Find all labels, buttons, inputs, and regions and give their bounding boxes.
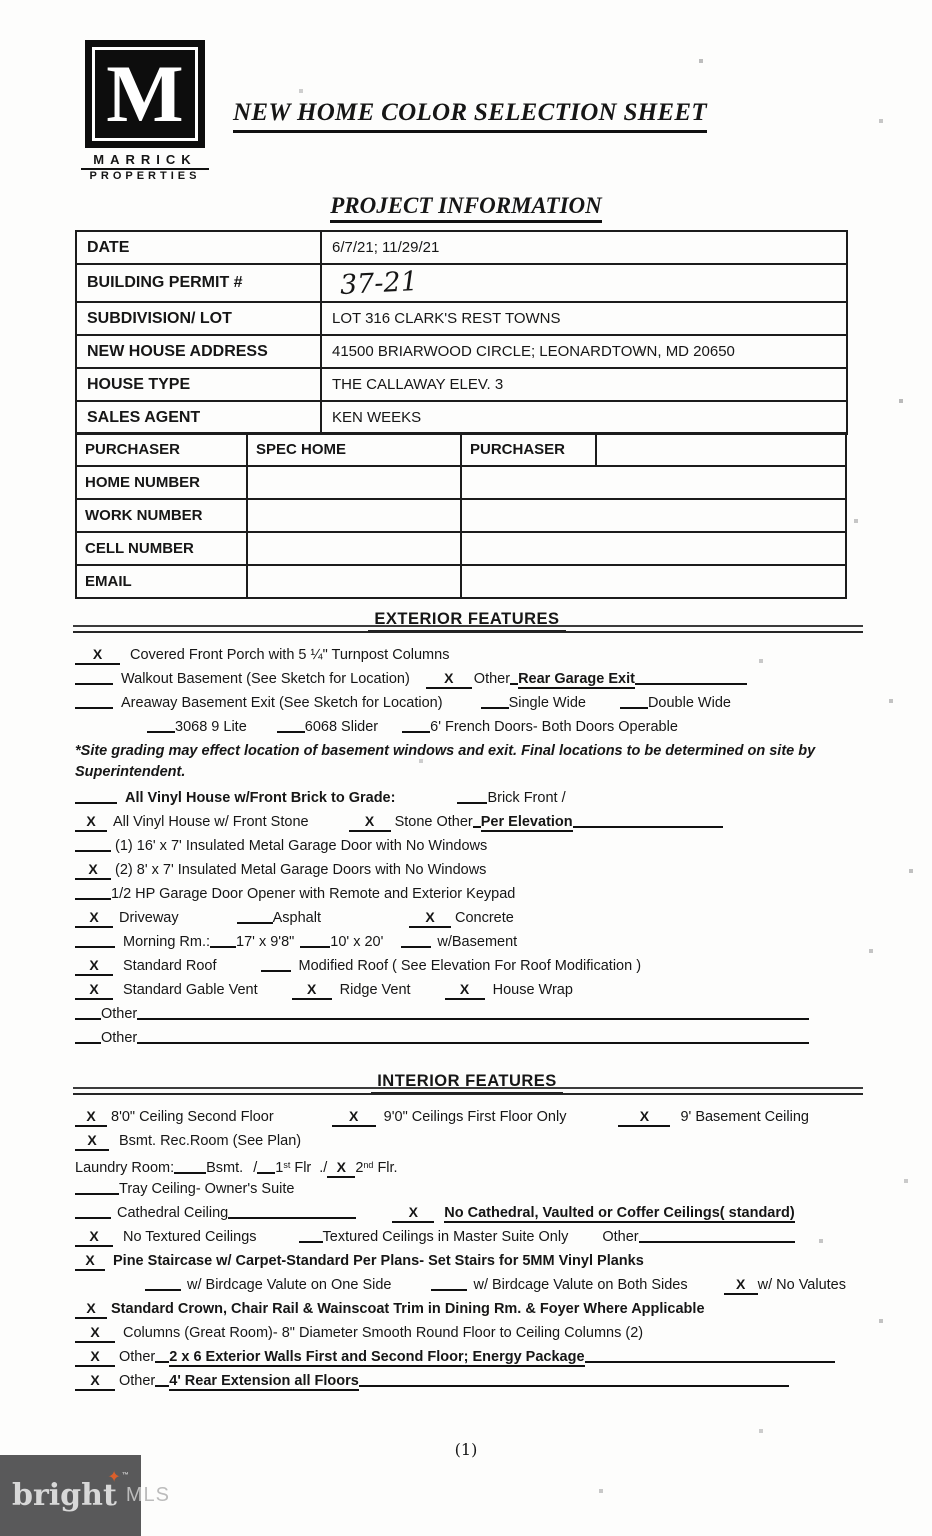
empty-cell [461, 466, 846, 499]
feature-line [75, 741, 853, 783]
field-value-building-permit [321, 264, 847, 302]
feature-text: 4' Rear Extension all Floors [169, 1373, 359, 1389]
feature-text: All Vinyl House w/ Front Stone [113, 814, 309, 830]
exterior-features-heading: EXTERIOR FEATURES [368, 610, 565, 632]
feature-text: Flr [290, 1160, 312, 1176]
feature-line [75, 1201, 859, 1225]
feature-text: Rear Garage Exit [518, 671, 635, 687]
page-number: (1) [454, 1440, 478, 1459]
feature-text: w/ No Valutes [757, 1277, 846, 1293]
feature-line [75, 667, 859, 691]
checkbox-marked: X [75, 1324, 115, 1343]
field-label-date: DATE [76, 231, 321, 264]
blank-underline [639, 1228, 795, 1243]
blank-underline [155, 1348, 169, 1363]
feature-line [75, 858, 859, 882]
field-label-house-type: HOUSE TYPE [76, 368, 321, 401]
checkbox-marked: X [349, 813, 391, 832]
field-value-subdivision-lot: LOT 316 CLARK'S REST TOWNS [321, 302, 847, 335]
mls-label: MLS [125, 1484, 170, 1506]
field-value-date: 6/7/21; 11/29/21 [321, 231, 847, 264]
blank-underline [75, 933, 115, 948]
feature-text: Columns (Great Room)- 8" Diameter Smooth Round Floor to Ceiling Columns (2) [123, 1325, 644, 1341]
table-row [76, 264, 847, 302]
blank-underline [481, 694, 509, 709]
checkbox-marked: X [75, 1252, 105, 1271]
empty-cell [596, 433, 846, 466]
checkbox-marked: X [618, 1108, 670, 1127]
feature-text: Textured Ceilings in Master Suite Only [322, 1229, 569, 1245]
feature-line [75, 906, 859, 930]
feature-text: 6068 Slider [304, 719, 379, 735]
checkbox-marked: X [75, 1300, 107, 1319]
blank-underline [402, 718, 430, 733]
empty-cell [247, 466, 461, 499]
feature-line [75, 1225, 859, 1249]
empty-cell [247, 565, 461, 598]
purchaser-table [75, 432, 847, 599]
blank-underline [155, 1372, 169, 1387]
table-row [76, 368, 847, 401]
feature-text: Concrete [455, 910, 514, 926]
blank-underline [300, 933, 330, 948]
blank-underline [573, 813, 723, 828]
feature-line [75, 978, 859, 1002]
table-row [76, 231, 847, 264]
empty-cell [461, 532, 846, 565]
field-label-sales-agent: SALES AGENT [76, 401, 321, 434]
field-value-sales-agent: KEN WEEKS [321, 401, 847, 434]
blank-underline [75, 1180, 119, 1195]
feature-text: Bsmt. Rec.Room (See Plan) [119, 1133, 302, 1149]
feature-text: No Cathedral, Vaulted or Coffer Ceilings( standard) [444, 1205, 795, 1221]
blank-underline [75, 670, 113, 685]
blank-underline [620, 694, 648, 709]
empty-cell [461, 499, 846, 532]
feature-text: Ridge Vent [339, 982, 411, 998]
feature-text: Bsmt. [206, 1160, 244, 1176]
email-label: EMAIL [76, 565, 247, 598]
table-row [76, 401, 847, 434]
checkbox-marked: X [75, 646, 120, 665]
field-value-new-house-address: 41500 BRIARWOOD CIRCLE; LEONARDTOWN, MD 20650 [321, 335, 847, 368]
project-information-heading-row [0, 193, 932, 219]
feature-text: Standard Gable Vent [123, 982, 258, 998]
feature-line [75, 1369, 859, 1393]
checkbox-marked: X [409, 909, 451, 928]
feature-text: Pine Staircase w/ Carpet-Standard Per Plans- Set Stairs for 5MM Vinyl Planks [113, 1253, 644, 1269]
marrick-logo-mark [85, 40, 205, 148]
feature-line [75, 882, 859, 906]
feature-text: 9' Basement Ceiling [680, 1109, 809, 1125]
checkbox-marked: X [75, 1348, 115, 1367]
blank-underline [137, 1005, 809, 1020]
feature-text: Laundry Room: [75, 1160, 175, 1176]
feature-line [75, 834, 859, 858]
blank-underline [75, 837, 111, 852]
checkbox-marked: X [327, 1159, 355, 1178]
blank-underline [228, 1204, 356, 1219]
feature-text: Tray Ceiling- Owner's Suite [119, 1181, 295, 1197]
feature-text: Other [119, 1349, 156, 1365]
feature-text: Cathedral Ceiling [117, 1205, 229, 1221]
feature-text: Morning Rm.: [123, 934, 211, 950]
feature-text: w/ Birdcage Valute on Both Sides [473, 1277, 688, 1293]
feature-text: (1) 16' x 7' Insulated Metal Garage Door with No Windows [115, 838, 488, 854]
feature-text: 10' x 20' [330, 934, 384, 950]
feature-text: Brick Front / [487, 790, 566, 806]
blank-underline [210, 933, 236, 948]
feature-text: Other [101, 1030, 138, 1046]
feature-text: 3068 9 Lite [175, 719, 247, 735]
interior-features-heading-row [75, 1072, 859, 1096]
feature-text: Single Wide [508, 695, 586, 711]
feature-text: Other [473, 671, 511, 687]
handwritten-permit-number: 37-21 [339, 265, 419, 301]
blank-underline [75, 1204, 111, 1219]
feature-line [75, 1129, 859, 1153]
feature-text: Double Wide [647, 695, 731, 711]
field-label-building-permit: BUILDING PERMIT # [76, 264, 321, 302]
feature-text: (2) 8' x 7' Insulated Metal Garage Doors with No Windows [115, 862, 487, 878]
purchaser-label: PURCHASER [76, 433, 247, 466]
logo-inner-frame [92, 47, 198, 141]
purchaser2-label: PURCHASER [461, 433, 596, 466]
project-information-table [75, 230, 848, 435]
feature-text: 9'0" Ceilings First Floor Only [383, 1109, 567, 1125]
feature-text: Covered Front Porch with 5 ¼" Turnpost Columns [130, 647, 450, 663]
feature-text: 2 x 6 Exterior Walls First and Second Floor; Energy Package [169, 1349, 585, 1365]
field-value-house-type: THE CALLAWAY ELEV. 3 [321, 368, 847, 401]
feature-line [75, 1153, 859, 1177]
feature-text: w/ Birdcage Valute on One Side [187, 1277, 392, 1293]
checkbox-marked: X [332, 1108, 376, 1127]
checkbox-marked: X [445, 981, 485, 1000]
feature-text: Per Elevation [480, 814, 573, 830]
feature-line [75, 1273, 859, 1297]
table-row [76, 466, 846, 499]
checkbox-marked: X [292, 981, 332, 1000]
blank-underline [401, 933, 431, 948]
feature-line [75, 1002, 859, 1026]
star-icon: ✦ [107, 1466, 121, 1486]
blank-underline [299, 1228, 323, 1243]
checkbox-marked: X [75, 1132, 109, 1151]
feature-text: Driveway [119, 910, 179, 926]
interior-features-section [75, 1072, 859, 1393]
table-row [76, 499, 846, 532]
blank-underline [457, 789, 487, 804]
feature-line [75, 1345, 859, 1369]
feature-text: *Site grading may effect location of basement windows and exit. Final locations to be determined on site by Superintendent. [75, 743, 816, 780]
feature-line [75, 954, 859, 978]
checkbox-marked: X [75, 1108, 107, 1127]
field-label-subdivision-lot: SUBDIVISION/ LOT [76, 302, 321, 335]
checkbox-marked: X [75, 909, 113, 928]
blank-underline [257, 1159, 275, 1174]
blank-underline [510, 670, 518, 685]
feature-text: ./ [319, 1160, 328, 1176]
feature-text: Modified Roof ( See Elevation For Roof Modification ) [298, 958, 642, 974]
logo-letter-m: M [106, 48, 184, 140]
feature-text: Areaway Basement Exit (See Sketch for Location) [121, 695, 443, 711]
blank-underline [137, 1029, 809, 1044]
feature-text: w/Basement [437, 934, 518, 950]
blank-underline [237, 909, 273, 924]
blank-underline [585, 1348, 835, 1363]
feature-line [75, 715, 859, 739]
empty-cell [461, 565, 846, 598]
checkbox-marked: X [75, 1372, 115, 1391]
bright-wordmark [12, 1466, 129, 1513]
feature-text: House Wrap [492, 982, 573, 998]
superscript-text: nd [363, 1160, 374, 1170]
table-row [76, 302, 847, 335]
feature-text: Asphalt [272, 910, 321, 926]
feature-text: 17' x 9'8" [236, 934, 295, 950]
feature-text: Standard Crown, Chair Rail & Wainscoat Trim in Dining Rm. & Foyer Where Applicable [111, 1301, 705, 1317]
feature-text: Standard Roof [123, 958, 217, 974]
spec-home-value: SPEC HOME [247, 433, 461, 466]
blank-underline [145, 1276, 181, 1291]
feature-text: 6' French Doors- Both Doors Operable [430, 719, 678, 735]
empty-cell [247, 532, 461, 565]
feature-line [75, 1105, 859, 1129]
blank-underline [75, 694, 113, 709]
table-row [76, 532, 846, 565]
project-information-heading: PROJECT INFORMATION [330, 193, 602, 223]
trademark-symbol: ™ [121, 1471, 129, 1479]
work-number-label: WORK NUMBER [76, 499, 247, 532]
blank-underline [174, 1159, 206, 1174]
blank-underline [75, 1005, 101, 1020]
logo-company-sub: PROPERTIES [89, 170, 201, 182]
blank-underline [473, 813, 481, 828]
feature-text: Walkout Basement (See Sketch for Location) [121, 671, 410, 687]
feature-text: All Vinyl House w/Front Brick to Grade: [125, 790, 396, 806]
checkbox-marked: X [392, 1204, 434, 1223]
feature-line [75, 1249, 859, 1273]
feature-text: No Textured Ceilings [123, 1229, 257, 1245]
feature-text: Stone Other [394, 814, 473, 830]
table-row [76, 335, 847, 368]
exterior-features-heading-row [75, 610, 859, 634]
feature-line [75, 691, 859, 715]
feature-line [75, 810, 859, 834]
blank-underline [261, 957, 291, 972]
feature-text: / [253, 1160, 258, 1176]
feature-text: Other [101, 1006, 138, 1022]
blank-underline [75, 789, 117, 804]
blank-underline [75, 885, 111, 900]
feature-line [75, 930, 859, 954]
feature-line [75, 1297, 859, 1321]
checkbox-marked: X [75, 1228, 113, 1247]
logo-company-name: MARRICK [81, 152, 209, 170]
feature-text: 8'0" Ceiling Second Floor [111, 1109, 274, 1125]
table-row [76, 565, 846, 598]
document-title: NEW HOME COLOR SELECTION SHEET [233, 99, 707, 133]
feature-text: Flr. [373, 1160, 398, 1176]
checkbox-marked: X [75, 861, 111, 880]
cell-number-label: CELL NUMBER [76, 532, 247, 565]
scan-noise [0, 0, 2, 2]
feature-line [75, 1026, 859, 1050]
feature-text: 2 [355, 1160, 364, 1176]
feature-text: 1 [275, 1160, 284, 1176]
feature-line [75, 1321, 859, 1345]
feature-text: 1/2 HP Garage Door Opener with Remote and Exterior Keypad [111, 886, 516, 902]
feature-line [75, 786, 859, 810]
feature-text: Other [602, 1229, 639, 1245]
feature-line [75, 643, 859, 667]
feature-text: Other [119, 1373, 156, 1389]
superscript-text: st [283, 1160, 291, 1170]
checkbox-marked: X [75, 981, 113, 1000]
feature-line [75, 1177, 859, 1201]
blank-underline [431, 1276, 467, 1291]
checkbox-marked: X [724, 1276, 758, 1295]
interior-features-list [75, 1105, 859, 1393]
checkbox-marked: X [75, 813, 107, 832]
blank-underline [75, 1029, 101, 1044]
interior-features-heading: INTERIOR FEATURES [371, 1072, 563, 1094]
checkbox-marked: X [426, 670, 472, 689]
home-number-label: HOME NUMBER [76, 466, 247, 499]
field-label-new-house-address: NEW HOUSE ADDRESS [76, 335, 321, 368]
blank-underline [359, 1372, 789, 1387]
bright-text: bright [12, 1477, 117, 1513]
checkbox-marked: X [75, 957, 113, 976]
blank-underline [635, 670, 747, 685]
table-row [76, 433, 846, 466]
empty-cell [247, 499, 461, 532]
exterior-features-list [75, 643, 859, 1050]
blank-underline [277, 718, 305, 733]
bright-mls-logo [0, 1455, 170, 1536]
blank-underline [147, 718, 175, 733]
exterior-features-section [75, 610, 859, 1050]
